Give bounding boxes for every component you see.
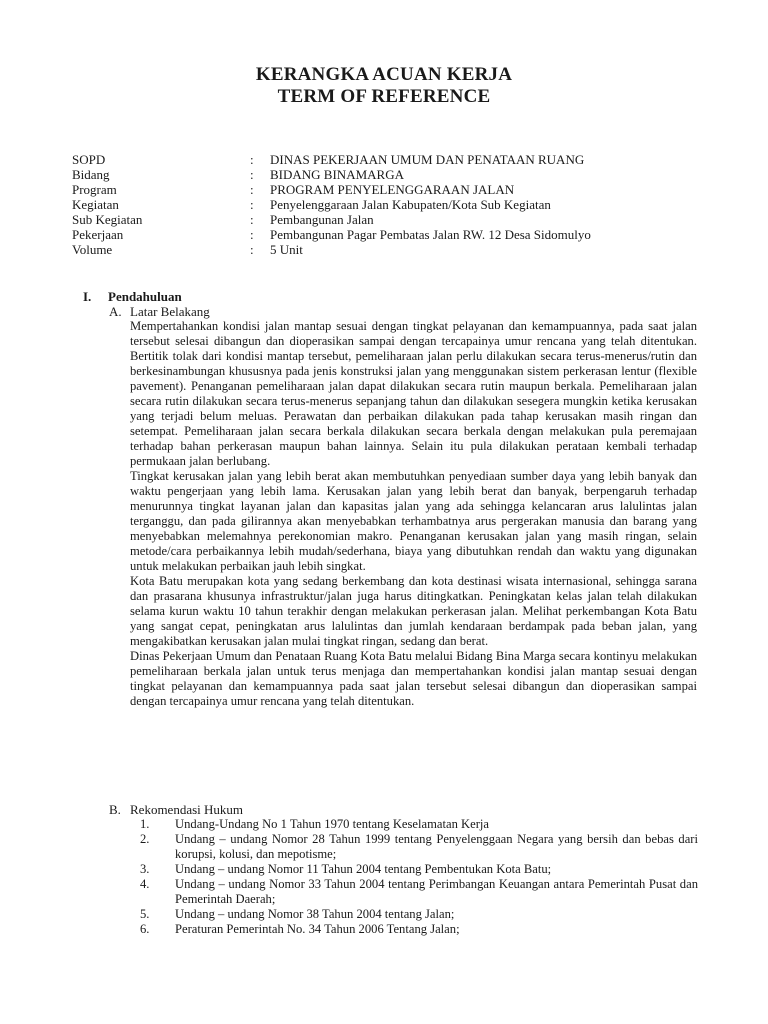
- info-value: 5 Unit: [270, 242, 303, 257]
- info-colon: :: [250, 212, 254, 227]
- list-item-number: 2.: [140, 832, 150, 846]
- info-label: Sub Kegiatan: [72, 212, 143, 227]
- section-number: I.: [83, 289, 92, 304]
- info-label: Program: [72, 182, 117, 197]
- list-item-number: 3.: [140, 862, 150, 876]
- document-subtitle: TERM OF REFERENCE: [277, 86, 491, 107]
- list-item-text: Undang – undang Nomor 38 Tahun 2004 tentang Jalan;: [175, 907, 455, 921]
- list-item: [140, 922, 698, 937]
- info-value: Penyelenggaraan Jalan Kabupaten/Kota Sub Kegiatan: [270, 197, 551, 212]
- subsection-title: Rekomendasi Hukum: [130, 802, 244, 817]
- list-item-number: 1.: [140, 817, 150, 831]
- list-item-text: Peraturan Pemerintah No. 34 Tahun 2006 Tentang Jalan;: [175, 922, 460, 936]
- legal-reference-list: [140, 817, 698, 937]
- paragraph: Mempertahankan kondisi jalan mantap sesuai dengan tingkat pelayanan dan kemampuannya, pada saat jalan tersebut selesai dibangun dan dioperasikan sampai dengan tercapainya umur rencana yang telah ditentukan. Bertitik tolak dari kondisi mantap tersebut, pemeliharaan jalan perlu dilakukan secara terus-menerus/rutin dan berkesinambungan khususnya pada jenis konstruksi jalan yang menggunakan sistem perkerasan lentur (flexible pavement). Penanganan pemeliharaan jalan dapat dilakukan secara rutin maupun berkala. Pemeliharaan jalan secara rutin dilakukan secara terus-menerus sepanjang tahun dan dilakukan sesegera mungkin ketika kerusakan yang terjadi belum meluas. Perawatan dan perbaikan dilakukan pada tahap kerusakan masih ringan dan setempat. Pemeliharaan jalan secara berkala dilakukan secara berkala dengan melakukan pula peremajaan terhadap bahan perkerasan maupun bahan lainnya. Selain itu pula dilakukan perataan kembali terhadap permukaan jalan berlubang.: [130, 319, 697, 468]
- list-item-number: 4.: [140, 877, 150, 891]
- list-item-number: 5.: [140, 907, 150, 921]
- info-label: Pekerjaan: [72, 227, 124, 242]
- info-value: Pembangunan Pagar Pembatas Jalan RW. 12 Desa Sidomulyo: [270, 227, 591, 242]
- list-item: [140, 862, 698, 877]
- document-title: KERANGKA ACUAN KERJA: [255, 64, 513, 85]
- subsection-letter: A.: [109, 304, 122, 319]
- info-label: Kegiatan: [72, 197, 119, 212]
- list-item-text: Undang – undang Nomor 28 Tahun 1999 tentang Penyelenggaan Negara yang bersih dan bebas dari korupsi, kolusi, dan mepotisme;: [175, 832, 698, 861]
- subsection-letter: B.: [109, 802, 121, 817]
- info-label: SOPD: [72, 152, 106, 167]
- list-item: [140, 817, 698, 832]
- info-label: Bidang: [72, 167, 110, 182]
- info-value: BIDANG BINAMARGA: [270, 167, 404, 182]
- paragraph: Tingkat kerusakan jalan yang lebih berat akan membutuhkan penyediaan sumber daya yang lebih banyak dan waktu pengerjaan yang lebih lama. Kerusakan jalan yang lebih berat dan banyak, berpengaruh terhadap menurunnya tingkat layanan jalan dan kapasitas jalan yang ada sehingga kelancaran arus lalulintas jalan terganggu, dan pada gilirannya akan menyebabkan terhambatnya arus pergerakan manusia dan barang yang menyebabkan melemahnya perekonomian makro. Penanganan kerusakan jalan yang masih ringan, selain metode/cara perbaikannya lebih mudah/sederhana, biaya yang dibutuhkan rendah dan waktu yang digunakan untuk melakukan perbaikan jauh lebih singkat.: [130, 469, 697, 573]
- list-item: [140, 877, 698, 907]
- paragraph: Dinas Pekerjaan Umum dan Penataan Ruang Kota Batu melalui Bidang Bina Marga secara kontinyu melakukan pemeliharaan berkala jalan untuk terus menjaga dan mempertahankan kondisi jalan mantap sesuai dengan tingkat pelayanan dan kemampuannya pada saat jalan tersebut selesai dibangun dan dioperasikan sampai dengan tercapainya umur rencana yang telah ditentukan.: [130, 649, 697, 708]
- info-colon: :: [250, 167, 254, 182]
- list-item-text: Undang – undang Nomor 11 Tahun 2004 tentang Pembentukan Kota Batu;: [175, 862, 552, 876]
- info-colon: :: [250, 242, 254, 257]
- subsection-title: Latar Belakang: [130, 304, 210, 319]
- info-colon: :: [250, 182, 254, 197]
- info-value: PROGRAM PENYELENGGARAAN JALAN: [270, 182, 515, 197]
- info-label: Volume: [72, 242, 113, 257]
- list-item-text: Undang – undang Nomor 33 Tahun 2004 tentang Perimbangan Keuangan antara Pemerintah Pusat dan Pemerintah Daerah;: [175, 877, 698, 906]
- info-colon: :: [250, 152, 254, 167]
- list-item: [140, 907, 698, 922]
- paragraph: Kota Batu merupakan kota yang sedang berkembang dan kota destinasi wisata internasional, sehingga sarana dan prasarana khusunya infrastruktur/jalan juga harus ditingkatkan. Peningkatan kelas jalan telah dilakukan selama kurun waktu 10 tahun terakhir dengan melakukan perkerasan jalan. Melihat perkembangan Kota Batu yang sangat cepat, peningkatan arus lalulintas dan jumlah kendaraan berdampak pada beban jalan, yang mengakibatkan kerusakan jalan mulai tingkat ringan, sedang dan berat.: [130, 574, 697, 648]
- info-colon: :: [250, 197, 254, 212]
- section-title: Pendahuluan: [108, 289, 182, 304]
- list-item: [140, 832, 698, 862]
- list-item-number: 6.: [140, 922, 150, 936]
- info-value: Pembangunan Jalan: [270, 212, 374, 227]
- list-item-text: Undang-Undang No 1 Tahun 1970 tentang Keselamatan Kerja: [175, 817, 489, 831]
- background-text: [130, 319, 697, 709]
- info-value: DINAS PEKERJAAN UMUM DAN PENATAAN RUANG: [270, 152, 585, 167]
- info-colon: :: [250, 227, 254, 242]
